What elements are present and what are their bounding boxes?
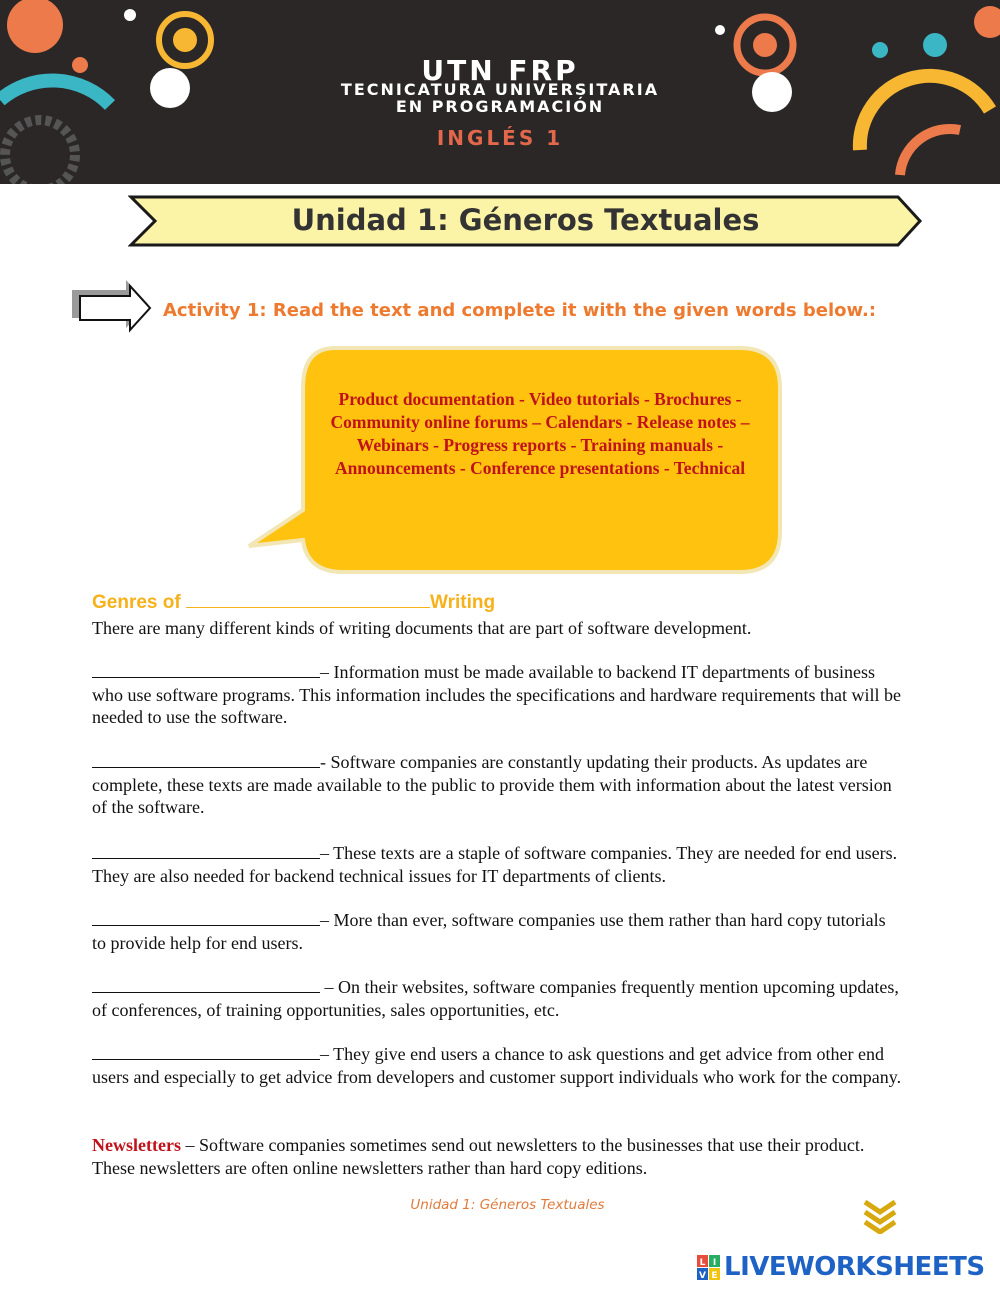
answer-blank[interactable] — [92, 844, 320, 859]
answer-blank[interactable] — [92, 978, 320, 993]
genres-heading-prefix: Genres of — [92, 592, 186, 613]
word-bank-text: Product documentation - Video tutorials - Brochures - Community online forums – Calendars - Release notes – Webinars - Progress reports - Training manuals - Announcements - Conference presentations - Technical — [330, 389, 750, 478]
item-text: – These texts are a staple of software companies. They are needed for end users. They are also needed for backend technical issues for IT departments of clients. — [92, 843, 898, 886]
banner-subject: INGLÉS 1 — [436, 126, 564, 150]
heading-answer-blank[interactable] — [186, 593, 430, 608]
answer-blank[interactable] — [92, 663, 320, 678]
liveworksheets-logo-icon — [697, 1255, 721, 1281]
header-banner — [0, 0, 1000, 184]
unit-title-ribbon — [128, 195, 923, 247]
item-text: – Information must be made available to backend IT departments of business who use software programs. This information includes the specifications and hardware requirements that will be needed to use the software. — [92, 662, 901, 727]
page-footer: Unidad 1: Géneros Textuales — [410, 1197, 605, 1213]
decor-circle — [715, 25, 725, 35]
item-text: – More than ever, software companies use them rather than hard copy tutorials to provide help for end users. — [92, 910, 886, 953]
banner-institution: UTN FRP — [421, 54, 579, 87]
item-paragraph — [92, 842, 902, 887]
genres-heading — [92, 592, 495, 614]
item-text: – They give end users a chance to ask questions and get advice from other end users and especially to get advice from developers and customer support individuals who work for the company. — [92, 1044, 902, 1087]
logo-letter-i: I — [712, 1258, 717, 1268]
newsletters-text: – Software companies sometimes send out newsletters to the businesses that use their product. These newsletters are often online newsletters rather than hard copy editions. — [92, 1135, 865, 1178]
intro-paragraph: There are many different kinds of writing documents that are part of software development. — [92, 618, 752, 638]
unit-title: Unidad 1: Géneros Textuales — [291, 203, 760, 237]
genres-heading-suffix: Writing — [429, 592, 496, 613]
answer-blank[interactable] — [92, 1045, 320, 1060]
logo-letter-v: V — [699, 1271, 706, 1281]
answer-blank[interactable] — [92, 911, 320, 926]
item-paragraph — [92, 976, 902, 1021]
activity-title: Activity 1: Read the text and complete it with the given words below.: — [163, 300, 877, 321]
item-paragraph — [92, 1043, 902, 1088]
banner-program-line1: TECNICATURA UNIVERSITARIA — [340, 80, 660, 99]
item-text: – On their websites, software companies frequently mention upcoming updates, of conferences, of training opportunities, sales opportunities, etc. — [92, 977, 899, 1020]
item-text: - Software companies are constantly updating their products. As updates are complete, these texts are made available to the public to provide them with information about the latest version of the software. — [92, 752, 892, 817]
chevron-down-icon — [862, 1198, 898, 1234]
decor-circle — [173, 28, 197, 52]
arrow-right-icon — [70, 278, 152, 334]
banner-program — [0, 81, 1000, 115]
newsletters-term: Newsletters — [92, 1135, 181, 1155]
banner-program-line2: EN PROGRAMACIÓN — [395, 97, 605, 116]
newsletters-paragraph — [92, 1134, 902, 1179]
decor-circle — [7, 0, 63, 53]
logo-letter-l: L — [699, 1258, 706, 1268]
item-paragraph — [92, 751, 902, 819]
decor-circle — [974, 6, 1000, 38]
logo-letter-e: E — [711, 1271, 718, 1281]
liveworksheets-brand[interactable]: LIVEWORKSHEETS — [724, 1252, 985, 1282]
decor-circle — [124, 9, 136, 21]
answer-blank[interactable] — [92, 753, 320, 768]
item-paragraph — [92, 661, 902, 729]
item-paragraph — [92, 909, 902, 954]
